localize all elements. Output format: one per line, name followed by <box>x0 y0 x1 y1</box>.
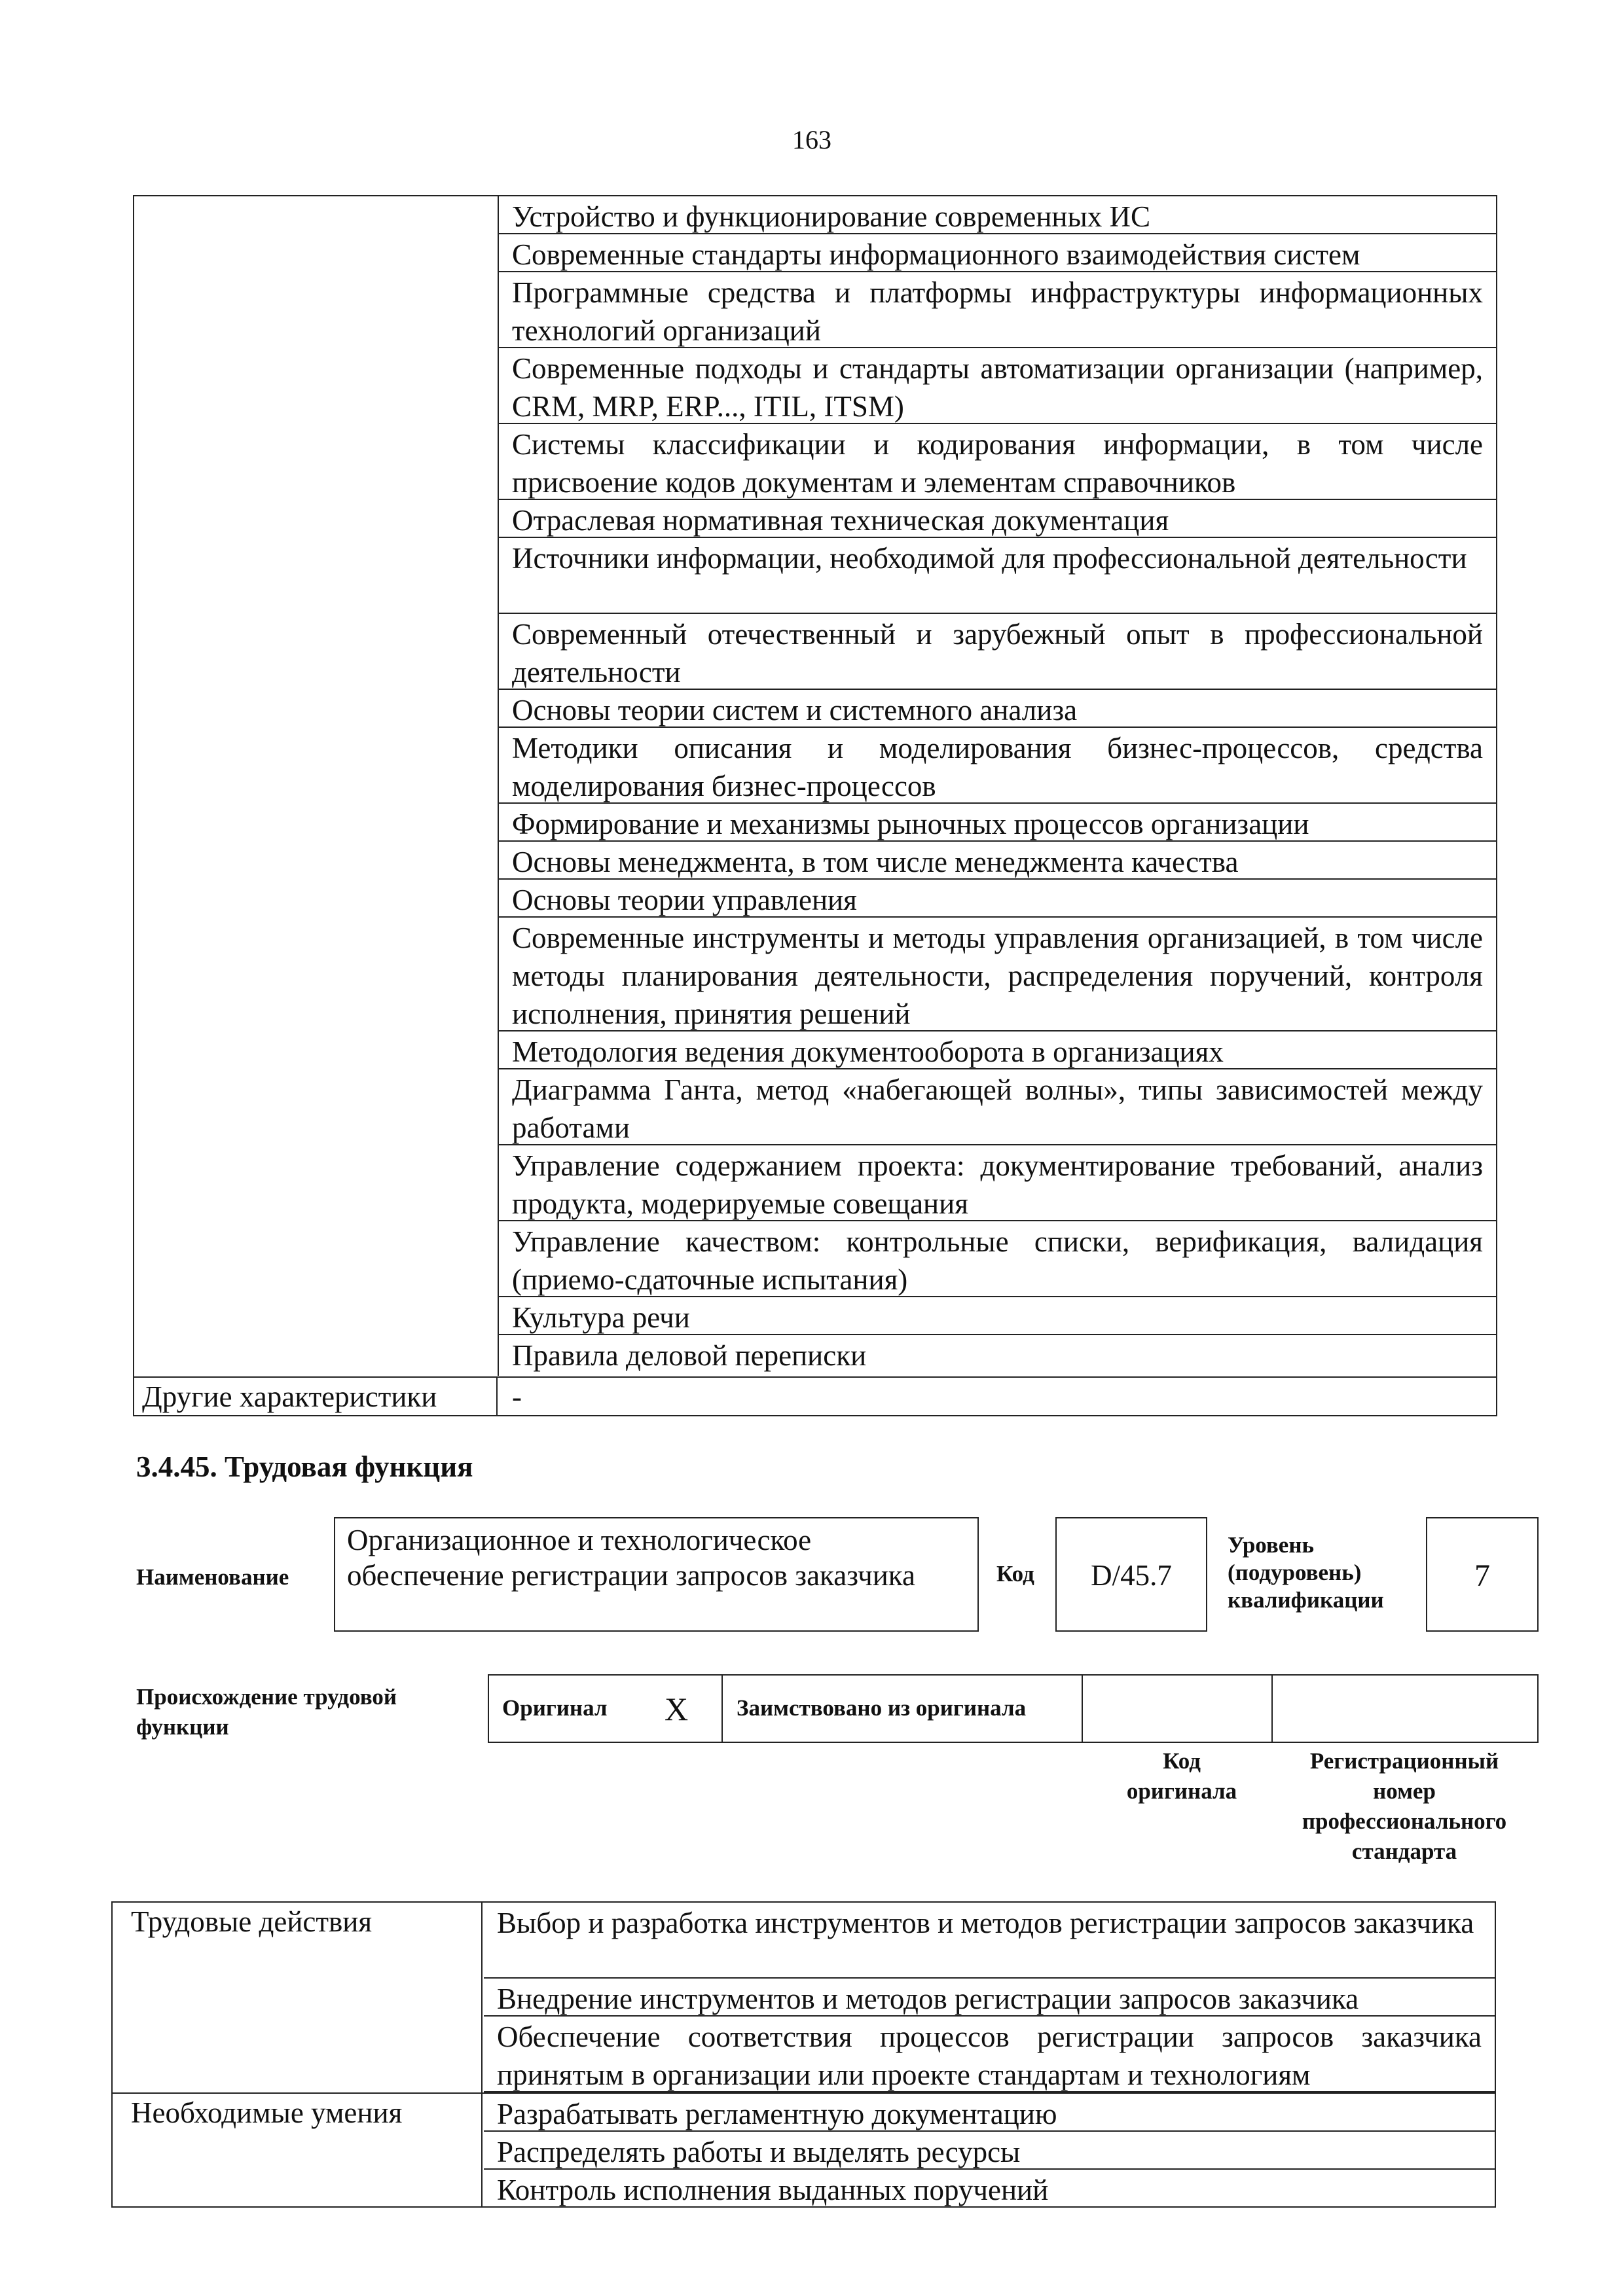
table-row: Распределять работы и выделять ресурсы <box>484 2132 1495 2170</box>
table-row: Управление содержанием проекта: документирование требований, анализ продукта, модерируемые совещания <box>499 1145 1496 1221</box>
table-row: Выбор и разработка инструментов и методов регистрации запросов заказчика <box>484 1903 1495 1979</box>
table-row: Системы классификации и кодирования информации, в том числе присвоение кодов документам и элементам справочников <box>499 424 1496 500</box>
code-label: Код <box>996 1561 1034 1587</box>
function-code-box: D/45.7 <box>1055 1517 1207 1632</box>
skills-rows <box>484 2094 1495 2206</box>
table-row: Современные подходы и стандарты автоматизации организации (например, CRM, MRP, ERP..., ITIL, ITSM) <box>499 348 1496 424</box>
borrowed-label: Заимствовано из оригинала <box>737 1695 1027 1721</box>
original-mark: X <box>665 1691 689 1727</box>
table-row: Современные стандарты информационного взаимодействия систем <box>499 234 1496 272</box>
other-characteristics-label: Другие характеристики <box>134 1378 498 1416</box>
table-row: Программные средства и платформы инфраструктуры информационных технологий организаций <box>499 272 1496 348</box>
knowledge-table <box>133 195 1497 1416</box>
table-row: Диаграмма Ганта, метод «набегающей волны», типы зависимостей между работами <box>499 1069 1496 1145</box>
actions-skills-table <box>111 1901 1496 2208</box>
original-label: Оригинал <box>502 1695 608 1721</box>
origin-table <box>488 1674 1539 1743</box>
name-label: Наименование <box>136 1564 289 1590</box>
divider <box>1082 1676 1083 1743</box>
divider <box>721 1676 723 1743</box>
level-label: Уровень (подуровень) квалификации <box>1228 1532 1384 1613</box>
table-row: Формирование и механизмы рыночных процессов организации <box>499 804 1496 842</box>
table-row: Основы теории систем и системного анализа <box>499 690 1496 728</box>
table-row: Обеспечение соответствия процессов регистрации запросов заказчика принятым в организации или проекте стандартам и технологиям <box>484 2017 1495 2092</box>
table-row: Устройство и функционирование современных ИС <box>499 196 1496 234</box>
page-number: 163 <box>792 125 831 154</box>
table-row: Основы теории управления <box>499 880 1496 918</box>
table-row: Контроль исполнения выданных поручений <box>497 2174 1049 2206</box>
knowledge-rows <box>499 196 1496 1372</box>
table-row: Управление качеством: контрольные списки, верификация, валидация (приемо-сдаточные испытания) <box>499 1221 1496 1297</box>
table-row: Правила деловой переписки <box>512 1339 867 1372</box>
original-code-caption: Код оригинала <box>1126 1748 1237 1804</box>
table-row: Методики описания и моделирования бизнес-процессов, средства моделирования бизнес-процессов <box>499 728 1496 804</box>
table-row: Методология ведения документооборота в организациях <box>499 1031 1496 1069</box>
table-row: Современный отечественный и зарубежный опыт в профессиональной деятельности <box>499 614 1496 690</box>
level-value-box: 7 <box>1426 1517 1539 1632</box>
table-row: Разрабатывать регламентную документацию <box>484 2094 1495 2132</box>
skills-label: Необходимые умения <box>113 2094 483 2206</box>
table-row: Отраслевая нормативная техническая документация <box>499 500 1496 538</box>
registration-number-caption: Регистрационный номер профессионального стандарта <box>1302 1748 1507 1864</box>
other-characteristics-row <box>134 1376 1496 1416</box>
function-name-box: Организационное и технологическое обеспечение регистрации запросов заказчика <box>334 1517 979 1632</box>
table-row: Основы менеджмента, в том числе менеджмента качества <box>499 842 1496 880</box>
other-characteristics-value: - <box>512 1380 522 1413</box>
knowledge-label-cell <box>134 196 499 1376</box>
table-row: Источники информации, необходимой для профессиональной деятельности <box>499 538 1496 614</box>
actions-rows <box>484 1903 1495 2092</box>
origin-label: Происхождение трудовой функции <box>136 1684 397 1740</box>
table-row: Внедрение инструментов и методов регистрации запросов заказчика <box>484 1979 1495 2017</box>
table-row: Культура речи <box>499 1297 1496 1335</box>
section-heading: 3.4.45. Трудовая функция <box>136 1450 473 1483</box>
actions-label: Трудовые действия <box>113 1903 483 2092</box>
divider <box>1271 1676 1273 1743</box>
table-row: Современные инструменты и методы управления организацией, в том числе методы планирования деятельности, распределения поручений, контроля исполнения, принятия решений <box>499 918 1496 1031</box>
